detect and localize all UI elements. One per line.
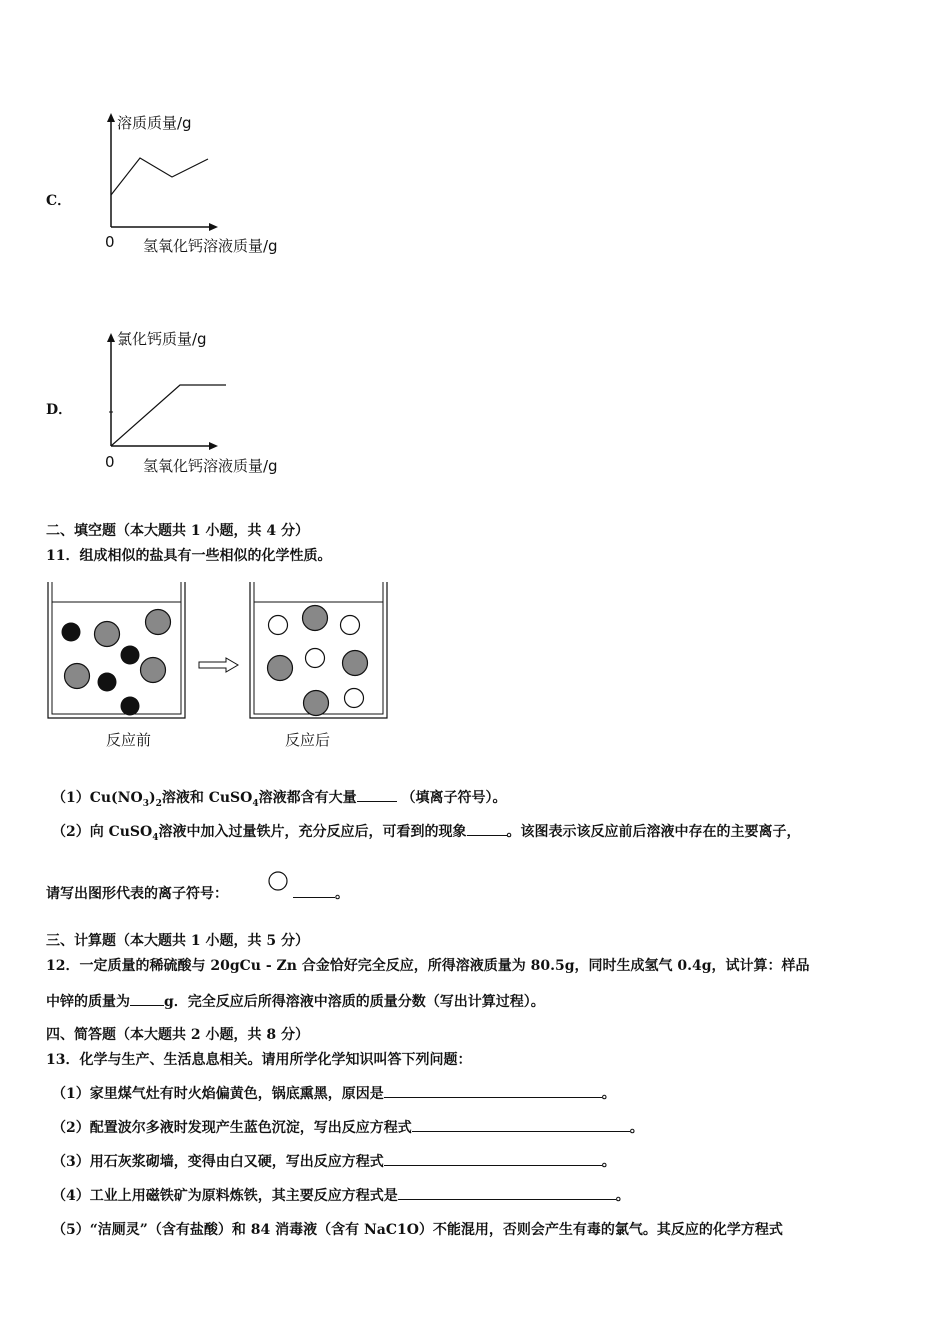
question-13-title: 13．化学与生产、生活息息相关。请用所学化学知识叫答下列问题：	[46, 1052, 472, 1068]
answer-blank-13-2[interactable]	[412, 1117, 630, 1132]
question-13-item-4: （4）工业上用磁铁矿为原料炼铁，其主要反应方程式是 。	[52, 1185, 630, 1205]
question-11-part-2: （2）向 CuSO$_4$溶液中加入过量铁片，充分反应后，可看到的现象 。该图表示该反应前后溶液中存在的主要离子，	[52, 821, 801, 843]
question-11-part-2-cont: 请写出图形代表的离子符号：	[46, 886, 228, 902]
option-d-origin: 0	[105, 453, 115, 471]
beaker-before-label: 反应前	[106, 731, 152, 749]
option-c-y-axis-label: 溶质质量/g	[117, 114, 192, 132]
answer-blank-13-4[interactable]	[398, 1185, 616, 1200]
section-3-heading: 三、计算题（本大题共 1 小题，共 5 分）	[46, 933, 309, 949]
answer-blank-zinc-mass[interactable]	[130, 991, 164, 1006]
option-c-origin: 0	[105, 233, 115, 251]
question-12-line-1: 12．一定质量的稀硫酸与 20gCu - Zn 合金恰好完全反应，所得溶液质量为 80.5g，同时生成氢气 0.4g，试计算：样品	[46, 958, 810, 974]
answer-blank-ion-symbol[interactable]	[293, 883, 335, 898]
answer-blank-phenomenon[interactable]	[467, 821, 507, 836]
option-d-x-axis-label: 氢氧化钙溶液质量/g	[143, 457, 278, 475]
reaction-arrow	[199, 658, 238, 672]
question-13-item-3: （3）用石灰浆砌墙，变得由白又硬，写出反应方程式 。	[52, 1151, 616, 1171]
answer-blank-13-1[interactable]	[384, 1083, 602, 1098]
option-d-y-axis-label: 氯化钙质量/g	[117, 330, 207, 348]
question-13-item-5: （5）“洁厕灵”（含有盐酸）和 84 消毒液（含有 NaC1O）不能混用，否则会产生有毒的氯气。其反应的化学方程式	[52, 1222, 783, 1238]
beaker-diagram	[44, 582, 394, 727]
section-4-heading: 四、简答题（本大题共 2 小题，共 8 分）	[46, 1027, 309, 1043]
answer-blank-13-3[interactable]	[384, 1151, 602, 1166]
question-13-item-1: （1）家里煤气灶有时火焰偏黄色，锅底熏黑，原因是 。	[52, 1083, 616, 1103]
question-11-title: 11．组成相似的盐具有一些相似的化学性质。	[46, 548, 332, 564]
option-c-label: C．	[46, 193, 72, 209]
beaker-after	[250, 582, 387, 718]
option-d-curve	[111, 385, 226, 446]
question-12-line-2: 中锌的质量为 g．完全反应后所得溶液中溶质的质量分数（写出计算过程）。	[46, 991, 545, 1011]
section-2-heading: 二、填空题（本大题共 1 小题，共 4 分）	[46, 523, 309, 539]
beaker-after-label: 反应后	[285, 731, 331, 749]
option-d-label: D．	[46, 402, 73, 418]
option-c-curve	[111, 158, 208, 195]
answer-blank-ion[interactable]	[357, 787, 397, 802]
beaker-before	[48, 582, 185, 718]
question-11-part-1: $(1)Cu(NO_3)_2$溶液和 CuSO$_4$溶液都含有大量 （填离子符号）。	[52, 787, 507, 809]
hollow-circle-icon	[267, 870, 291, 894]
option-c-x-axis-label: 氢氧化钙溶液质量/g	[143, 237, 278, 255]
question-13-item-2: （2）配置波尔多液时发现产生蓝色沉淀，写出反应方程式 。	[52, 1117, 644, 1137]
